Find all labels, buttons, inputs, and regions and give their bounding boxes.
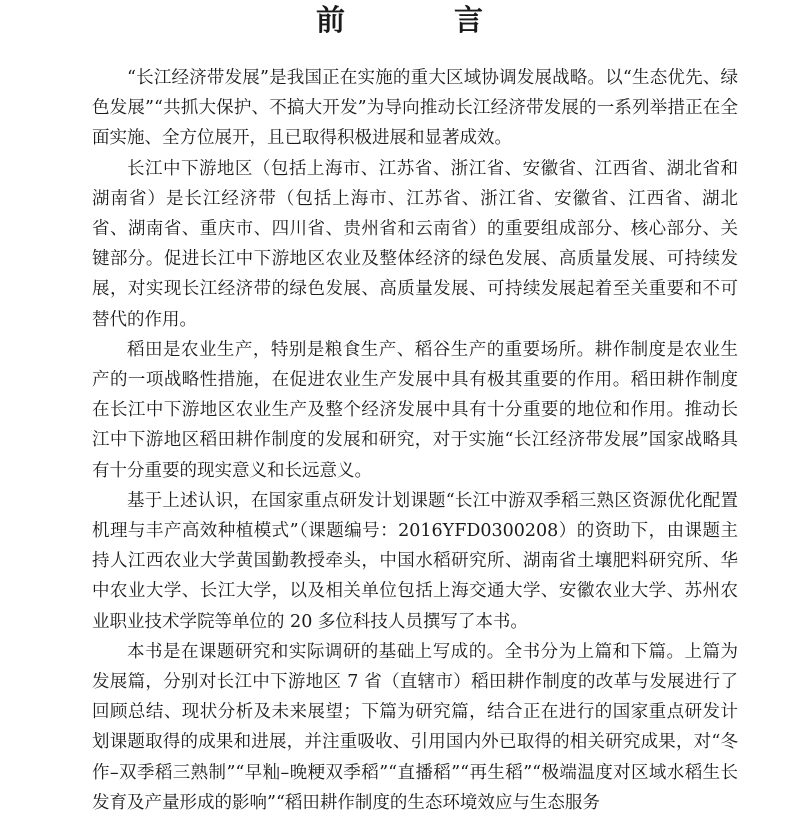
paragraph: 本书是在课题研究和实际调研的基础上写成的。全书分为上篇和下篇。上篇为发展篇，分别对长江中下游地区 7 省（直辖市）稻田耕作制度的改革与发展进行了回顾总结、现状分析及未来展望；下篇为研究篇，结合正在进行的国家重点研发计划课题取得的成果和进展，并注重吸收、引用国内外已取得的相关研究成果，对“冬作–双季稻三熟制”“早籼–晚粳双季稻”“直播稻”“再生稻”“极端温度对区域水稻生长发育及产量形成的影响”“稻田耕作制度的生态环境效应与生态服务 — [92, 641, 738, 813]
paragraph: “长江经济带发展”是我国正在实施的重大区域协调发展战略。以“生态优先、绿色发展”“共抓大保护、不搞大开发”为导向推动长江经济带发展的一系列举措正在全面实施、全方位展开，且已取得积极进展和显著成效。 — [92, 68, 738, 149]
page-title: 前 言 — [315, 3, 523, 37]
preface-body — [92, 63, 738, 818]
paragraph: 长江中下游地区（包括上海市、江苏省、浙江省、安徽省、江西省、湖北省和湖南省）是长江经济带（包括上海市、江苏省、浙江省、安徽省、江西省、湖北省、湖南省、重庆市、四川省、贵州省和云南省）的重要组成部分、核心部分、关键部分。促进长江中下游地区农业及整体经济的绿色发展、高质量发展、可持续发展，对实现长江经济带的绿色发展、高质量发展、可持续发展起着至关重要和不可替代的作用。 — [92, 158, 738, 330]
paragraph: 基于上述认识，在国家重点研发计划课题“长江中游双季稻三熟区资源优化配置机理与丰产高效种植模式”（课题编号：2016YFD0300208）的资助下，由课题主持人江西农业大学黄国勤教授牵头，中国水稻研究所、湖南省土壤肥料研究所、华中农业大学、长江大学，以及相关单位包括上海交通大学、安徽农业大学、苏州农业职业技术学院等单位的 20 多位科技人员撰写了本书。 — [92, 490, 738, 632]
paragraph: 稻田是农业生产，特别是粮食生产、稻谷生产的重要场所。耕作制度是农业生产的一项战略性措施，在促进农业生产发展中具有极其重要的作用。稻田耕作制度在长江中下游地区农业生产及整个经济发展中具有十分重要的地位和作用。推动长江中下游地区稻田耕作制度的发展和研究，对于实施“长江经济带发展”国家战略具有十分重要的现实意义和长远意义。 — [92, 339, 738, 481]
